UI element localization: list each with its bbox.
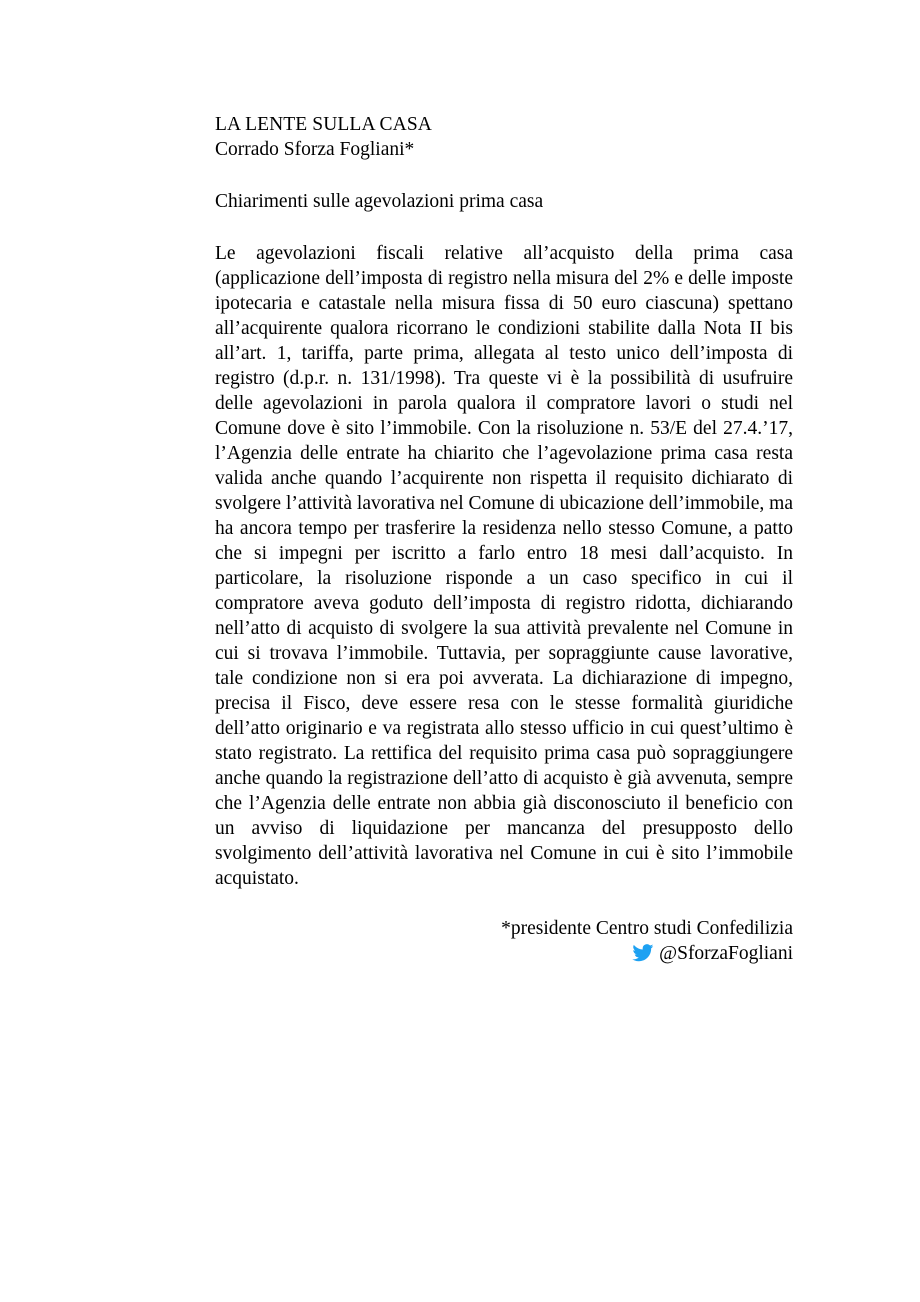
article-subtitle: Chiarimenti sulle agevolazioni prima casa	[215, 191, 544, 212]
twitter-handle-text: @SforzaFogliani	[659, 943, 793, 964]
article-body-paragraph: Le agevolazioni fiscali relative all’acquisto della prima casa (applicazione dell’imposta di registro nella misura del 2% e delle imposte ipotecaria e catastale nella misura fissa di 50 euro ciascuna) spettano all’acquirente qualora ricorrano le condizioni stabilite dalla Nota II bis all’art. 1, tariffa, parte prima, allegata al testo unico dell’imposta di registro (d.p.r. n. 131/1998). Tra queste vi è la possibilità di usufruire delle agevolazioni in parola qualora il compratore lavori o studi nel Comune dove è sito l’immobile. Con la risoluzione n. 53/E del 27.4.’17, l’Agenzia delle entrate ha chiarito che l’agevolazione prima casa resta valida anche quando l’acquirente non rispetta il requisito dichiarato di svolgere l’attività lavorativa nel Comune di ubicazione dell’immobile, ma ha ancora tempo per trasferire la residenza nello stesso Comune, a patto che si impegni per iscritto a farlo entro 18 mesi dall’acquisto. In particolare, la risoluzione risponde a un caso specifico in cui il compratore aveva goduto dell’imposta di registro ridotta, dichiarando nell’atto di acquisto di svolgere la sua attività prevalente nel Comune in cui si trovava l’immobile. Tuttavia, per sopraggiunte cause lavorative, tale condizione non si era poi avverata. La dichiarazione di impegno, precisa il Fisco, deve essere resa con le stesse formalità giuridiche dell’atto originario e va registrata allo stesso ufficio in cui quest’ultimo è stato registrato. La rettifica del requisito prima casa può sopraggiungere anche quando la registrazione dell’atto di acquisto è già avvenuta, sempre che l’Agenzia delle entrate non abbia già disconosciuto il beneficio con un avviso di liquidazione per mancanza del presupposto dello svolgimento dell’attività lavorativa nel Comune in cui è sito l’immobile acquistato.	[215, 243, 793, 889]
document-content	[215, 112, 793, 966]
twitter-bird-icon	[632, 944, 654, 962]
author-byline: Corrado Sforza Fogliani*	[215, 139, 415, 160]
twitter-handle-line	[215, 941, 793, 966]
footnote-credit: *presidente Centro studi Confedilizia	[501, 918, 793, 939]
page-title: LA LENTE SULLA CASA	[215, 114, 432, 135]
signature-block	[215, 916, 793, 966]
